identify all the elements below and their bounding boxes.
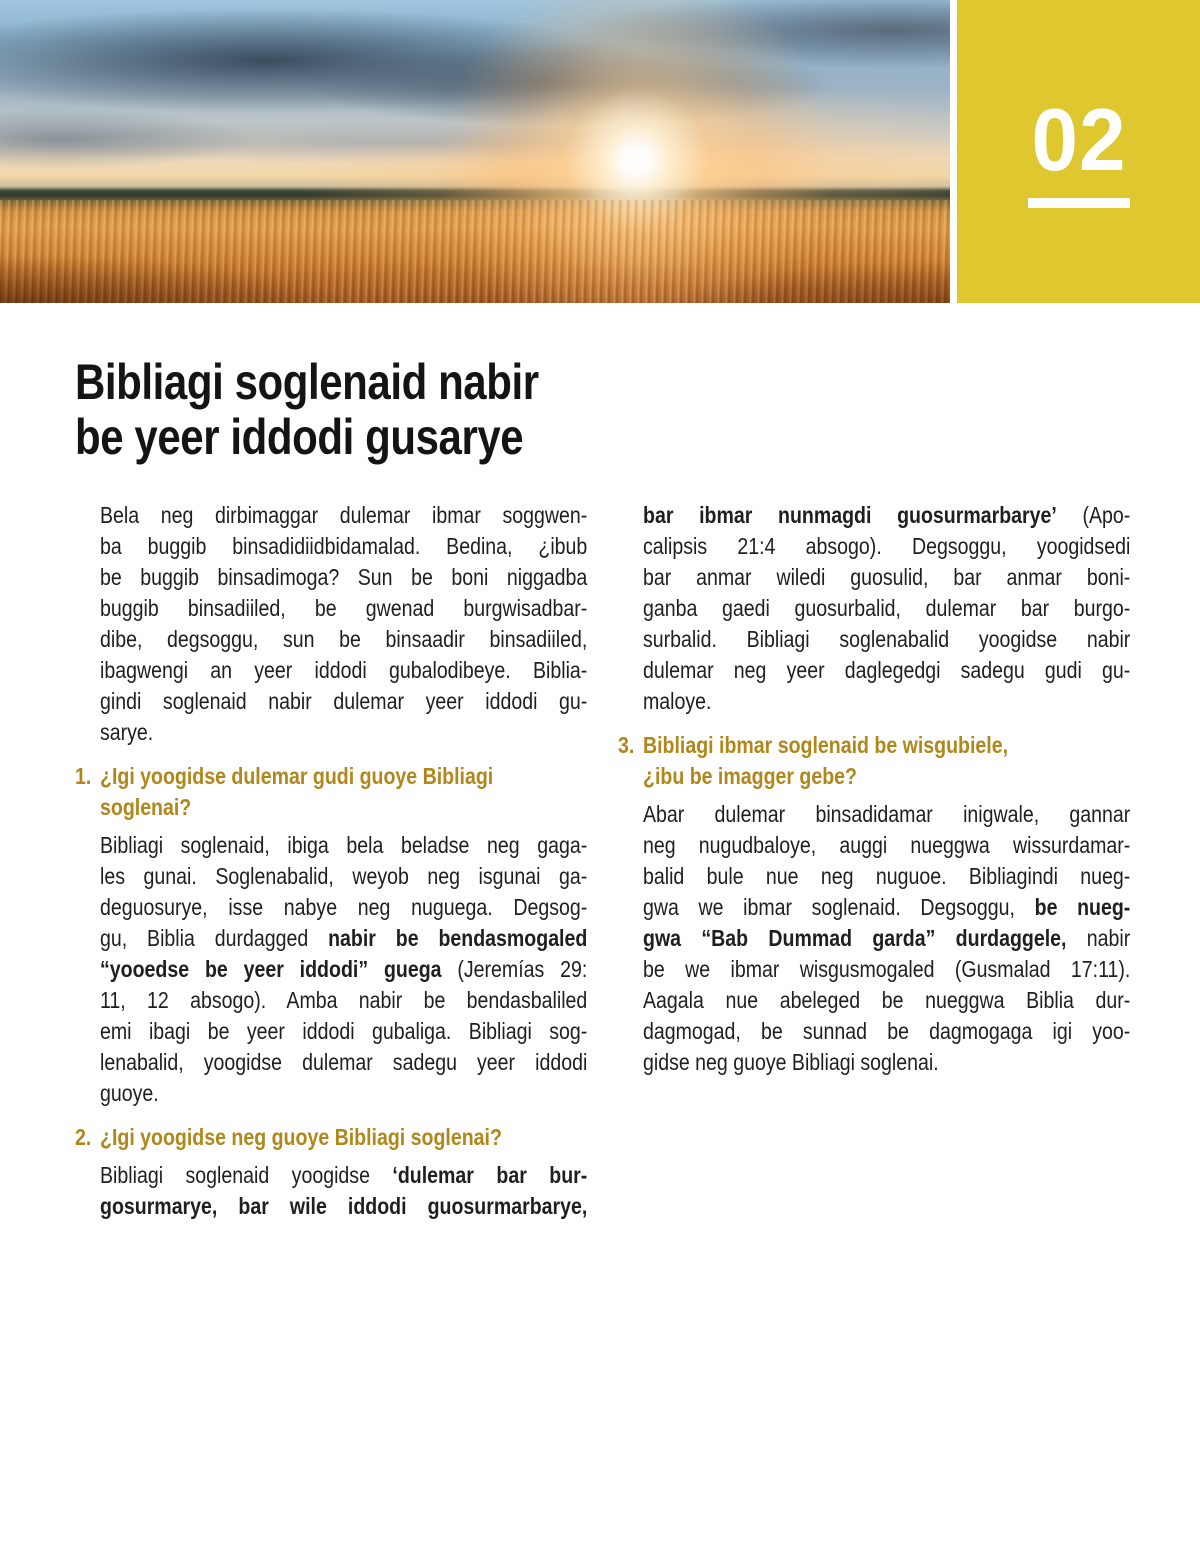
- question-number: 3.: [617, 732, 634, 758]
- question-heading: [618, 730, 1131, 792]
- text-segment: buggib binsadiiled, be gwenad burgwisadbar-: [100, 595, 588, 621]
- paragraph-line: [643, 531, 1130, 562]
- paragraph-line: [643, 1047, 1130, 1078]
- bold-text-segment: “yooedse be yeer iddodi” guega: [100, 956, 442, 982]
- paragraph-line: [100, 624, 587, 655]
- text-segment: bar anmar wiledi guosulid, bar anmar boni-: [642, 564, 1130, 590]
- text-segment: sarye.: [100, 719, 154, 745]
- paragraph-line: [643, 830, 1130, 861]
- bold-text-segment: ‘dulemar bar bur-: [392, 1162, 588, 1188]
- text-segment: calipsis 21:4 absogo). Degsoggu, yoogidsedi: [642, 533, 1130, 559]
- paragraph-line: [643, 593, 1130, 624]
- paragraph-line: [643, 799, 1130, 830]
- text-segment: be we ibmar wisgusmogaled (Gusmalad 17:11).: [642, 956, 1130, 982]
- paragraph: [643, 799, 1131, 1078]
- text-segment: Bibliagi soglenaid, ibiga bela beladse neg gaga-: [100, 832, 588, 858]
- paragraph-line: [643, 655, 1130, 686]
- paragraph-line: [643, 1016, 1130, 1047]
- paragraph-line: [100, 1160, 587, 1191]
- paragraph-line: [643, 686, 1130, 717]
- paragraph-line: [100, 686, 587, 717]
- wheat-field-sunset-photo: [0, 0, 950, 303]
- text-segment: ibagwengi an yeer iddodi gubalodibeye. Biblia-: [100, 657, 588, 683]
- paragraph-line: [100, 830, 587, 861]
- chapter-number-box: [957, 0, 1200, 303]
- paragraph-line: [100, 861, 587, 892]
- text-segment: deguosurye, isse nabye neg nuguega. Degsog-: [100, 894, 588, 920]
- paragraph-line: [643, 954, 1130, 985]
- text-segment: (Apo-: [1056, 502, 1130, 528]
- text-segment: Aagala nue abeleged be nueggwa Biblia dur-: [642, 987, 1130, 1013]
- chapter-underline: [1028, 198, 1130, 208]
- question-text: [100, 1122, 588, 1153]
- paragraph-line: [100, 655, 587, 686]
- text-segment: gu, Biblia durdagged: [100, 925, 329, 951]
- question-number: 2.: [75, 1124, 92, 1150]
- text-columns: [75, 500, 1130, 1235]
- text-segment: balid bule nue neg nuguoe. Bibliagindi nueg-: [642, 863, 1130, 889]
- text-segment: les gunai. Soglenabalid, weyob neg isgunai ga-: [100, 863, 588, 889]
- question-number: 1.: [75, 763, 92, 789]
- paragraph-line: [643, 923, 1130, 954]
- paragraph-line: [643, 624, 1130, 655]
- paragraph-line: [100, 1016, 587, 1047]
- text-segment: gidse neg guoye Bibliagi soglenai.: [642, 1049, 939, 1075]
- text-segment: gwa we ibmar soglenaid. Degsoggu,: [642, 894, 1035, 920]
- paragraph-line: [100, 923, 587, 954]
- paragraph-line: [100, 1078, 587, 1109]
- bold-text-segment: gosurmarye, bar wile iddodi guosurmarbarye,: [100, 1193, 588, 1219]
- paragraph-line: [643, 562, 1130, 593]
- text-segment: Abar dulemar binsadidamar inigwale, gannar: [642, 801, 1130, 827]
- question-heading: [75, 761, 588, 823]
- question-text: [100, 761, 588, 823]
- paragraph-line: [100, 531, 587, 562]
- text-segment: dulemar neg yeer daglegedgi sadegu gudi gu-: [642, 657, 1130, 683]
- text-segment: guoye.: [100, 1080, 159, 1106]
- question-text-line: ¿Igi yoogidse neg guoye Bibliagi soglenai?: [100, 1124, 502, 1150]
- text-segment: maloye.: [642, 688, 711, 714]
- text-segment: dibe, degsoggu, sun be binsaadir binsadiiled,: [100, 626, 588, 652]
- question-text: [643, 730, 1131, 792]
- article-title-line-2: be yeer iddodi gusarye: [75, 409, 524, 465]
- bold-text-segment: be nueg-: [1034, 894, 1130, 920]
- text-segment: ganba gaedi guosurbalid, dulemar bar burgo-: [642, 595, 1130, 621]
- text-segment: emi ibagi be yeer iddodi gubaliga. Bibliagi sog-: [100, 1018, 588, 1044]
- question-text-line: Bibliagi ibmar soglenaid be wisgubiele,: [642, 732, 1008, 758]
- article-title: [75, 355, 1130, 465]
- text-segment: nabir: [1065, 925, 1130, 951]
- paragraph-line: [100, 892, 587, 923]
- text-segment: lenabalid, yoogidse dulemar sadegu yeer iddodi: [100, 1049, 588, 1075]
- bold-text-segment: gwa “Bab Dummad garda” durdaggele,: [642, 925, 1066, 951]
- text-segment: dagmogad, be sunnad be dagmogaga igi yoo-: [642, 1018, 1130, 1044]
- paragraph: [100, 1160, 588, 1222]
- paragraph-line: [643, 892, 1130, 923]
- question-text-line: ¿ibu be imagger gebe?: [642, 763, 857, 789]
- question-text-line: soglenai?: [100, 794, 192, 820]
- chapter-number: 02: [1031, 89, 1126, 189]
- paragraph: [100, 500, 588, 748]
- paragraph-line: [100, 500, 587, 531]
- paragraph-line: [100, 562, 587, 593]
- paragraph: [100, 830, 588, 1109]
- page-header: [0, 0, 1200, 303]
- bold-text-segment: nabir be bendasmogaled: [328, 925, 588, 951]
- text-segment: be buggib binsadimoga? Sun be boni niggadba: [100, 564, 588, 590]
- text-segment: surbalid. Bibliagi soglenabalid yoogidse nabir: [642, 626, 1130, 652]
- paragraph-line: [100, 985, 587, 1016]
- article-title-line-1: Bibliagi soglenaid nabir: [75, 354, 539, 410]
- text-segment: neg nugudbaloye, auggi nueggwa wissurdamar-: [642, 832, 1130, 858]
- text-segment: ba buggib binsadidiidbidamalad. Bedina, ¿ibub: [100, 533, 588, 559]
- paragraph-line: [643, 861, 1130, 892]
- paragraph-line: [100, 1191, 587, 1222]
- text-segment: Bela neg dirbimaggar dulemar ibmar soggwen-: [100, 502, 588, 528]
- text-segment: (Jeremías 29:: [441, 956, 588, 982]
- text-segment: gindi soglenaid nabir dulemar yeer iddodi gu-: [100, 688, 588, 714]
- paragraph: [643, 500, 1131, 717]
- text-column-2: [618, 500, 1131, 1235]
- text-segment: Bibliagi soglenaid yoogidse: [100, 1162, 393, 1188]
- paragraph-line: [100, 1047, 587, 1078]
- text-segment: 11, 12 absogo). Amba nabir be bendasbaliled: [100, 987, 588, 1013]
- paragraph-line: [643, 500, 1130, 531]
- bold-text-segment: bar ibmar nunmagdi guosurmarbarye’: [642, 502, 1057, 528]
- question-heading: [75, 1122, 588, 1153]
- paragraph-line: [100, 954, 587, 985]
- paragraph-line: [643, 985, 1130, 1016]
- paragraph-line: [100, 593, 587, 624]
- text-column-1: [75, 500, 588, 1235]
- question-text-line: ¿Igi yoogidse dulemar gudi guoye Bibliagi: [100, 763, 494, 789]
- paragraph-line: [100, 717, 587, 748]
